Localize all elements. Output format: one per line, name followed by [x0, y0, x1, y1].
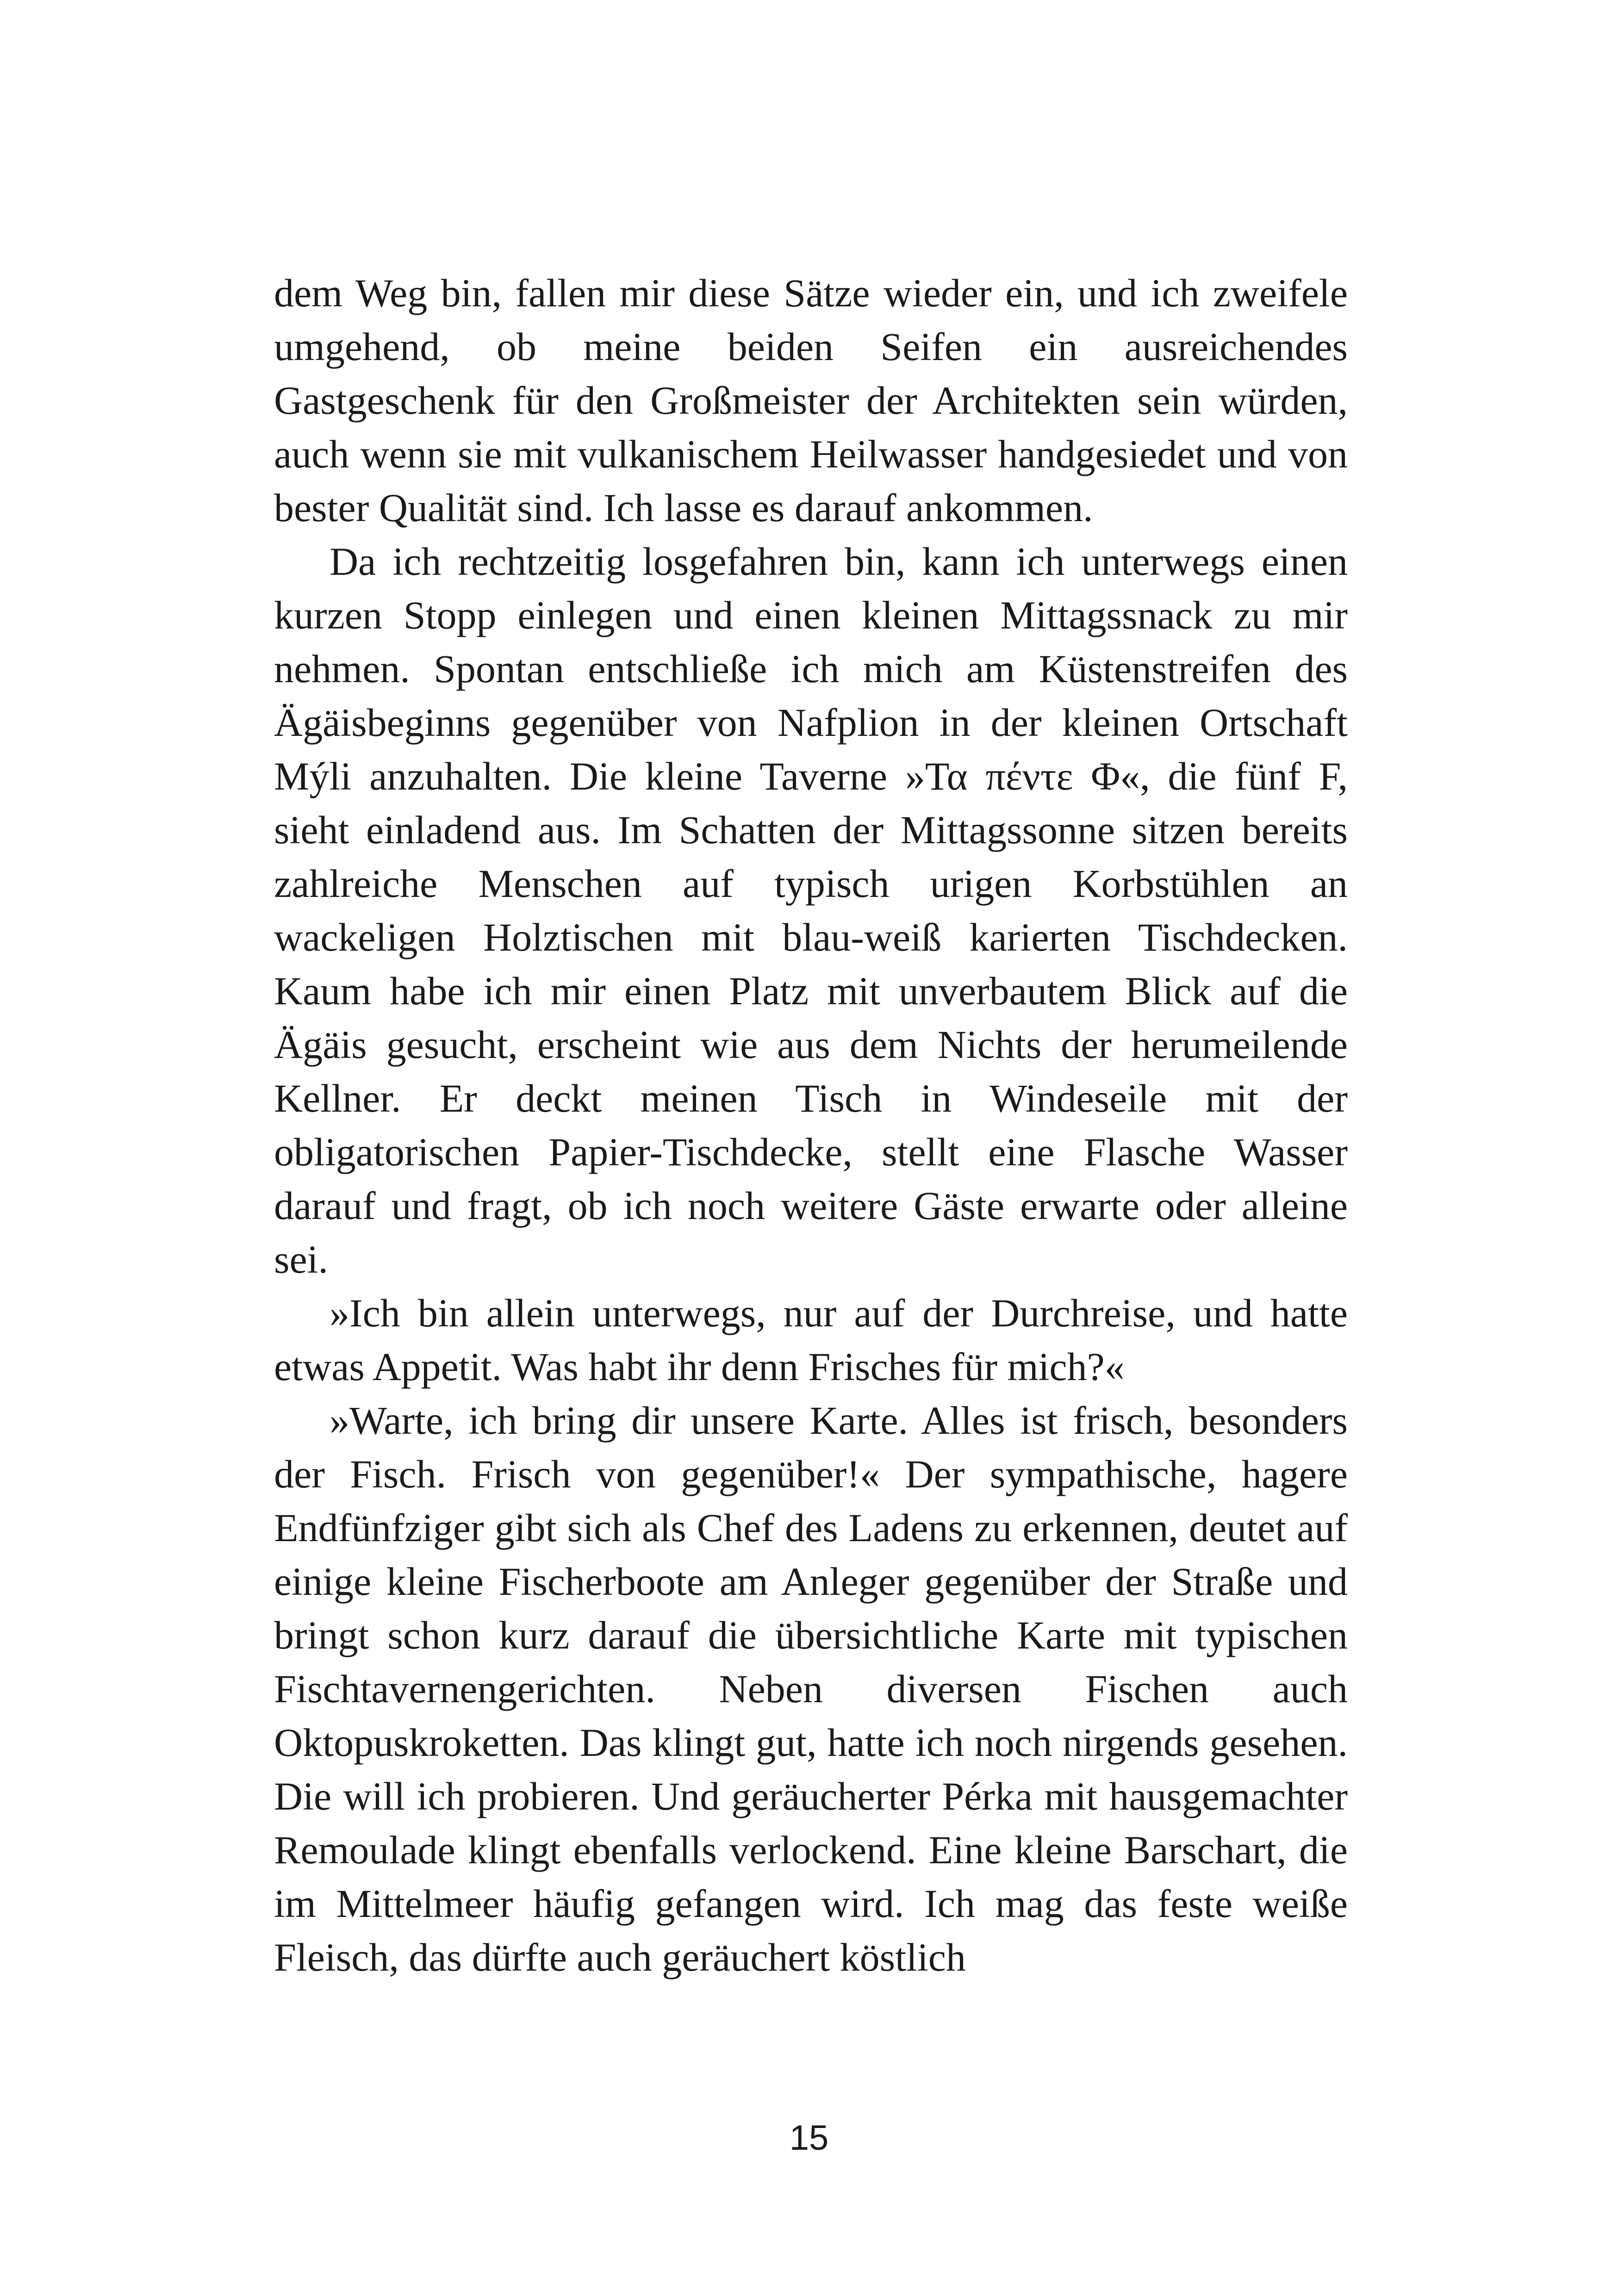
paragraph-dialogue-guest: »Ich bin allein unterwegs, nur auf der Durchreise, und hatte etwas Appetit. Was habt ihr denn Frisches für mich?« — [274, 1291, 1348, 1389]
page-number: 15 — [789, 2118, 829, 2158]
paragraph-taverne: Da ich rechtzeitig losgefahren bin, kann ich unterwegs einen kurzen Stopp einlegen und einen kleinen Mittagssnack zu mir nehmen. Spontan entschließe ich mich am Küstenstreifen des Ägäisbeginns gegenüber von Nafplion in der kleinen Ortschaft Mýli anzuhalten. Die kleine Taverne »Τα πέντε Φ«, die fünf F, sieht einladend aus. Im Schatten der Mittagssonne sitzen bereits zahlreiche Menschen auf typisch urigen Korbstühlen an wackeligen Holztischen mit blau-weiß karierten Tischdecken. Kaum habe ich mir einen Platz mit unverbautem Blick auf die Ägäis gesucht, erscheint wie aus dem Nichts der herumeilende Kellner. Er deckt meinen Tisch in Windeseile mit der obligatorischen Papier-Tischdecke, stellt eine Flasche Wasser darauf und fragt, ob ich noch weitere Gäste erwarte oder alleine sei. — [274, 539, 1348, 1282]
body-text — [274, 266, 1348, 1984]
paragraph-continuation: dem Weg bin, fallen mir diese Sätze wieder ein, und ich zweifele umgehend, ob meine beiden Seifen ein ausreichendes Gastgeschenk für den Großmeister der Architekten sein würden, auch wenn sie mit vulkanischem Heilwasser handgesiedet und von bester Qualität sind. Ich lasse es darauf ankommen. — [274, 271, 1348, 530]
paragraph-dialogue-host: »Warte, ich bring dir unsere Karte. Alles ist frisch, besonders der Fisch. Frisch von gegenüber!« Der sympathische, hagere Endfünfziger gibt sich als Chef des Ladens zu erkennen, deutet auf einige kleine Fischerboote am Anleger gegenüber der Straße und bringt schon kurz darauf die übersichtliche Karte mit typischen Fischtavernengerichten. Neben diversen Fischen auch Oktopuskroketten. Das klingt gut, hatte ich noch nirgends gesehen. Die will ich probieren. Und geräucherter Pérka mit hausgemachter Remoulade klingt ebenfalls verlockend. Eine kleine Barschart, die im Mittelmeer häufig gefangen wird. Ich mag das feste weiße Fleisch, das dürfte auch geräuchert köstlich — [274, 1398, 1348, 1979]
